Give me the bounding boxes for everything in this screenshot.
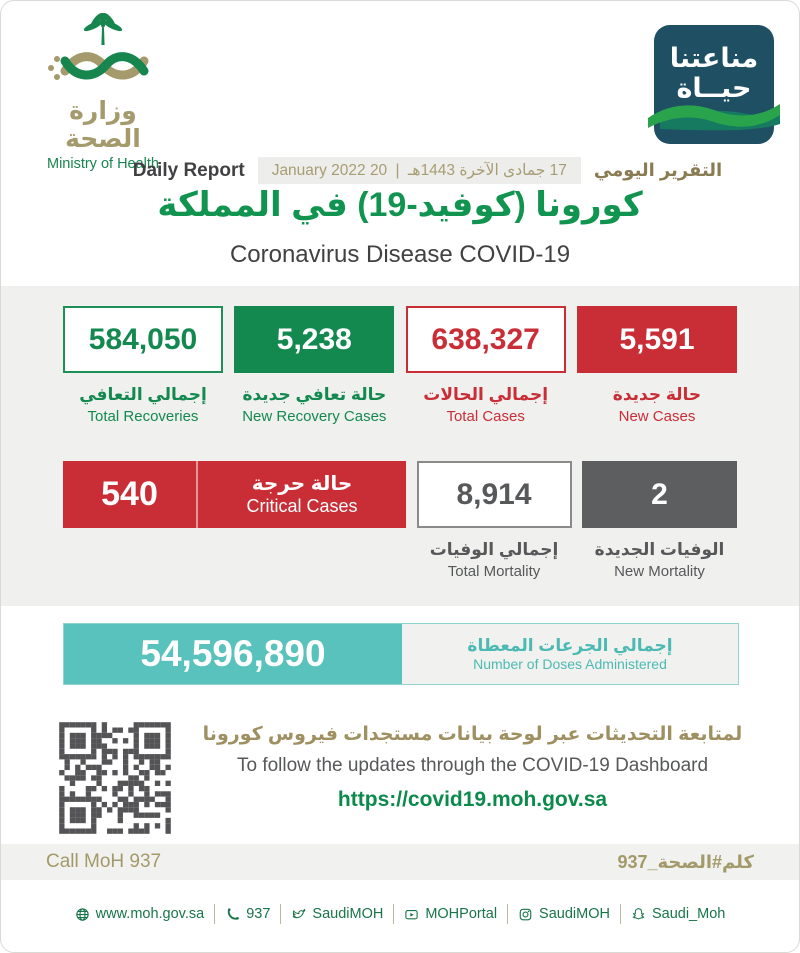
qr-code [56, 719, 174, 837]
new-cases-box [577, 306, 737, 373]
date-box [258, 157, 581, 184]
phone-link[interactable] [214, 904, 280, 924]
new-recoveries-label-ar: حالة تعافي جديدة [242, 385, 387, 404]
total-recoveries-label-en: Total Recoveries [87, 408, 199, 425]
total-mortality-label-en: Total Mortality [447, 563, 541, 580]
instagram-label: SaudiMOH [539, 906, 610, 922]
date-separator: | [395, 162, 400, 179]
website-link[interactable] [65, 904, 215, 924]
total-cases-label-ar: إجمالي الحالات [423, 385, 549, 404]
social-footer [1, 894, 799, 934]
dashboard-note-en: To follow the updates through the COVID-19 Dashboard [236, 755, 709, 776]
total-mortality-label-ar: إجمالي الوفيات [429, 540, 559, 559]
page-title-arabic: كورونا (كوفيد-19) في المملكة [157, 186, 643, 224]
call-moh-label: Call MoH 937 [46, 851, 162, 872]
call-strip [1, 844, 799, 880]
instagram-icon [518, 907, 533, 922]
new-mortality-label-ar: الوفيات الجديدة [594, 540, 725, 559]
dashboard-url-link[interactable]: https://covid19.moh.gov.sa [337, 788, 608, 811]
new-cases-value: 5,591 [619, 322, 695, 356]
snapchat-link[interactable] [620, 904, 735, 924]
total-cases-box [406, 306, 566, 373]
stats-row-1 [63, 306, 737, 425]
website-label: www.moh.gov.sa [95, 906, 205, 922]
youtube-link[interactable] [393, 904, 507, 924]
wave-graphic [648, 98, 780, 132]
badge-line2: حيــاة [676, 73, 752, 104]
gregorian-date: 20 January 2022 [271, 162, 388, 179]
doses-labels [402, 624, 738, 684]
critical-cases-box [63, 461, 406, 528]
youtube-label: MOHPortal [425, 906, 498, 922]
badge-line1: مناعتنا [669, 43, 759, 73]
call-hashtag-label: كلم#الصحة_937 [617, 851, 754, 872]
new-mortality-stat [582, 461, 737, 580]
total-mortality-stat [417, 461, 572, 580]
new-mortality-box [582, 461, 737, 528]
twitter-link[interactable] [280, 904, 393, 924]
moh-logo-mark [37, 13, 169, 93]
twitter-icon [291, 907, 306, 922]
total-cases-value: 638,327 [431, 322, 540, 356]
youtube-icon [404, 907, 419, 922]
globe-icon [75, 907, 90, 922]
total-recoveries-stat [63, 306, 223, 425]
phone-label: 937 [246, 906, 271, 922]
total-recoveries-label-ar: إجمالي التعافي [79, 385, 207, 404]
daily-report-label-en: Daily Report [132, 159, 245, 181]
total-recoveries-value: 584,050 [88, 322, 198, 356]
moh-logo [37, 13, 169, 172]
logo-english-name: Ministry of Health [46, 156, 159, 172]
dashboard-note-ar: لمتابعة التحديثات عبر لوحة بيانات مستجدات فيروس كورونا [202, 724, 743, 745]
twitter-label: SaudiMOH [312, 906, 384, 922]
critical-cases-labels [198, 461, 406, 528]
doses-label-en: Number of Doses Administered [473, 655, 667, 672]
stats-row-2 [63, 461, 737, 580]
instagram-link[interactable] [507, 904, 620, 924]
total-recoveries-box [63, 306, 223, 373]
daily-report-label-ar: التقرير اليومي [593, 160, 723, 180]
new-mortality-label-en: New Mortality [614, 563, 705, 580]
hijri-date: 17 جمادى الآخرة 1443هـ [407, 162, 567, 179]
critical-cases-label-ar: حالة حرجة [251, 472, 353, 495]
stats-panel [1, 286, 799, 606]
phone-icon [225, 907, 240, 922]
new-recoveries-value: 5,238 [276, 322, 352, 356]
snapchat-icon [631, 907, 646, 922]
critical-cases-value: 540 [63, 461, 198, 528]
total-mortality-box [417, 461, 572, 528]
immunity-badge [654, 25, 774, 144]
dashboard-text [186, 723, 759, 812]
new-recoveries-label-en: New Recovery Cases [242, 408, 387, 425]
snapchat-label: Saudi_Moh [651, 906, 726, 922]
total-cases-label-en: Total Cases [446, 408, 525, 425]
critical-cases-label-en: Critical Cases [246, 495, 358, 516]
logo-arabic-name: وزارة الصحة [65, 97, 141, 153]
new-cases-label-en: New Cases [618, 408, 696, 425]
total-cases-stat [406, 306, 566, 425]
dashboard-section [1, 713, 799, 845]
new-recoveries-stat [234, 306, 394, 425]
doses-label-ar: إجمالي الجرعات المعطاة [467, 635, 673, 655]
page-title-english: Coronavirus Disease COVID-19 [229, 241, 571, 268]
new-recoveries-box [234, 306, 394, 373]
doses-bar [63, 623, 739, 685]
doses-value: 54,596,890 [64, 624, 402, 684]
new-cases-label-ar: حالة جديدة [612, 385, 702, 404]
date-row [1, 157, 799, 184]
new-mortality-value: 2 [651, 477, 668, 511]
total-mortality-value: 8,914 [456, 477, 532, 511]
new-cases-stat [577, 306, 737, 425]
